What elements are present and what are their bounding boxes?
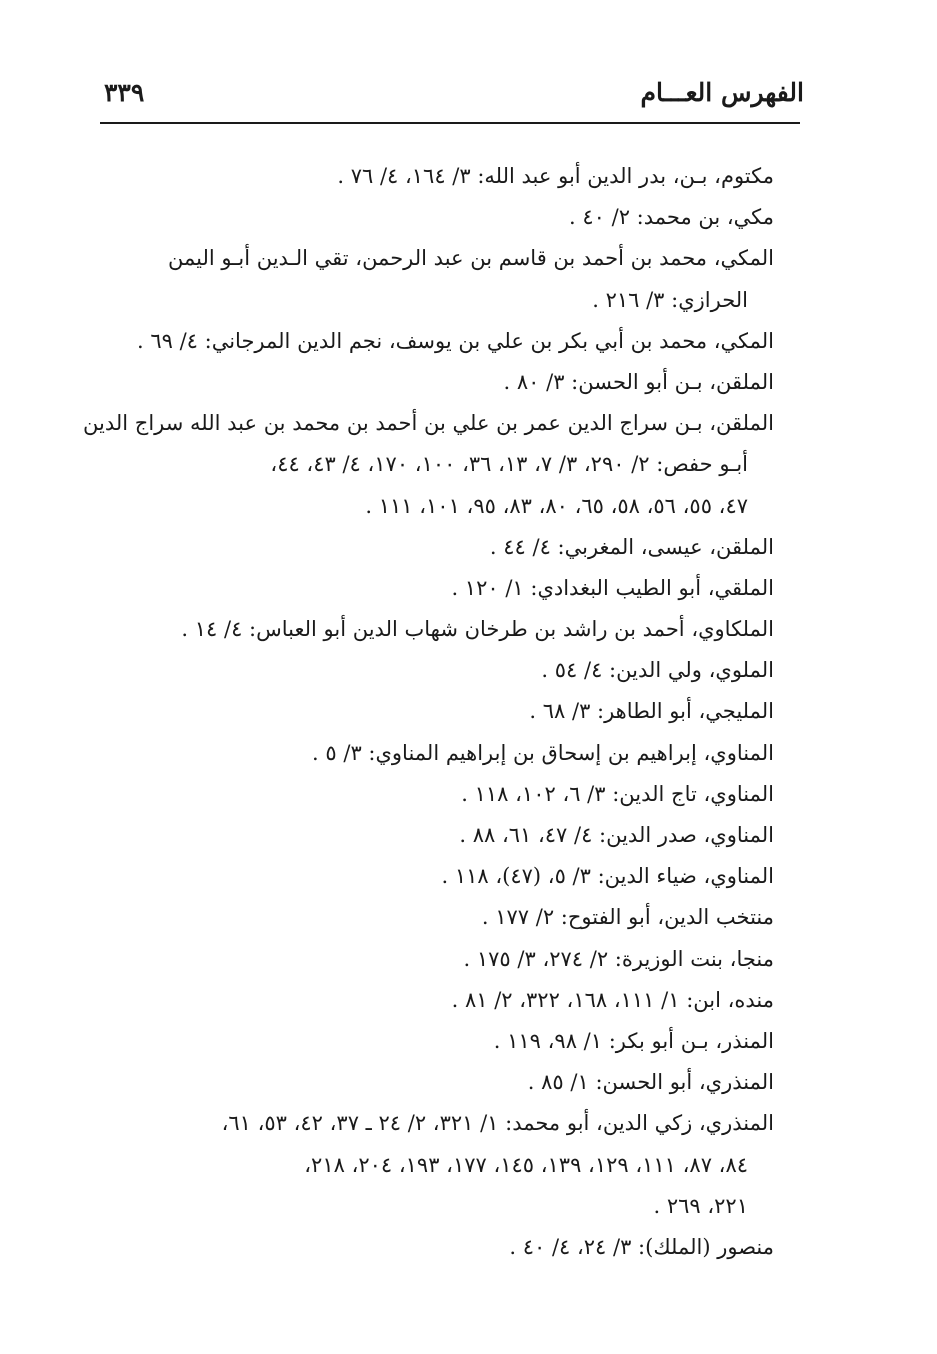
index-entry: مكي، بن محمد: ٢/ ٤٠ . bbox=[569, 205, 774, 230]
index-entry: الملقي، أبو الطيب البغدادي: ١/ ١٢٠ . bbox=[451, 575, 774, 600]
index-entry: المليجي، أبو الطاهر: ٣/ ٦٨ . bbox=[529, 699, 774, 724]
index-entry: الملوي، ولي الدين: ٤/ ٥٤ . bbox=[541, 658, 774, 683]
index-entry: منده، ابن: ١/ ١١١، ١٦٨، ٣٢٢، ٢/ ٨١ . bbox=[451, 987, 774, 1012]
page-header bbox=[96, 74, 804, 114]
index-entry: المناوي، إبراهيم بن إسحاق بن إبراهيم المناوي: ٣/ ٥ . bbox=[312, 740, 774, 765]
index-entry: منتخب الدين، أبو الفتوح: ٢/ ١٧٧ . bbox=[481, 905, 774, 930]
index-entry: منصور (الملك): ٣/ ٢٤، ٤/ ٤٠ . bbox=[509, 1234, 774, 1259]
index-entry: المنذري، زكي الدين، أبو محمد: ١/ ٣٢١، ٢/ ٢٤ ـ ٣٧، ٤٢، ٥٣، ٦١، bbox=[221, 1111, 774, 1136]
index-entries bbox=[83, 156, 774, 1268]
index-entry: المكي، محمد بن أحمد بن قاسم بن عبد الرحمن، تقي الـدين أبـو اليمن bbox=[168, 246, 774, 271]
header-rule bbox=[100, 122, 800, 124]
index-entry: الملقن، بـن أبو الحسن: ٣/ ٨٠ . bbox=[503, 369, 774, 394]
index-entry-continuation: ٤٧، ٥٥، ٥٦، ٥٨، ٦٥، ٨٠، ٨٣، ٩٥، ١٠١، ١١١ . bbox=[365, 493, 748, 518]
page-number: ٣٣٩ bbox=[104, 78, 145, 107]
index-entry: الملكاوي، أحمد بن راشد بن طرخان شهاب الدين أبو العباس: ٤/ ١٤ . bbox=[181, 617, 774, 642]
index-entry: المنذري، أبو الحسن: ١/ ٨٥ . bbox=[527, 1070, 774, 1095]
index-entry: المناوي، ضياء الدين: ٣/ ٥، (٤٧)، ١١٨ . bbox=[441, 864, 774, 889]
index-entry: مكتوم، بـن، بدر الدين أبو عبد الله: ٣/ ١٦٤، ٤/ ٧٦ . bbox=[337, 164, 774, 188]
index-entry: المكي، محمد بن أبي بكر بن علي بن يوسف، نجم الدين المرجاني: ٤/ ٦٩ . bbox=[136, 328, 774, 353]
index-entry: الملقن، عيسى، المغربي: ٤/ ٤٤ . bbox=[489, 534, 774, 559]
index-entry: منجا، بنت الوزيرة: ٢/ ٢٧٤، ٣/ ١٧٥ . bbox=[463, 946, 774, 971]
index-entry-continuation: ٨٤، ٨٧، ١١١، ١٢٩، ١٣٩، ١٤٥، ١٧٧، ١٩٣، ٢٠٤، ٢١٨، bbox=[304, 1152, 748, 1177]
index-entry-continuation: ٢٢١، ٢٦٩ . bbox=[653, 1193, 748, 1218]
index-entry: المنذر، بـن أبو بكر: ١/ ٩٨، ١١٩ . bbox=[493, 1028, 774, 1053]
index-entry: الملقن، بـن سراج الدين عمر بن علي بن أحمد بن محمد بن عبد الله سراج الدين bbox=[83, 411, 774, 436]
index-entry: المناوي، تاج الدين: ٣/ ٦، ١٠٢، ١١٨ . bbox=[461, 781, 774, 806]
running-title: الفهرس العـــام bbox=[640, 78, 804, 107]
index-entry-continuation: أبـو حفص: ٢/ ٢٩٠، ٣/ ٧، ١٣، ٣٦، ١٠٠، ١٧٠، ٤/ ٤٣، ٤٤، bbox=[270, 452, 748, 477]
index-entry-continuation: الحرازي: ٣/ ٢١٦ . bbox=[592, 287, 748, 312]
index-entry: المناوي، صدر الدين: ٤/ ٤٧، ٦١، ٨٨ . bbox=[459, 823, 774, 847]
